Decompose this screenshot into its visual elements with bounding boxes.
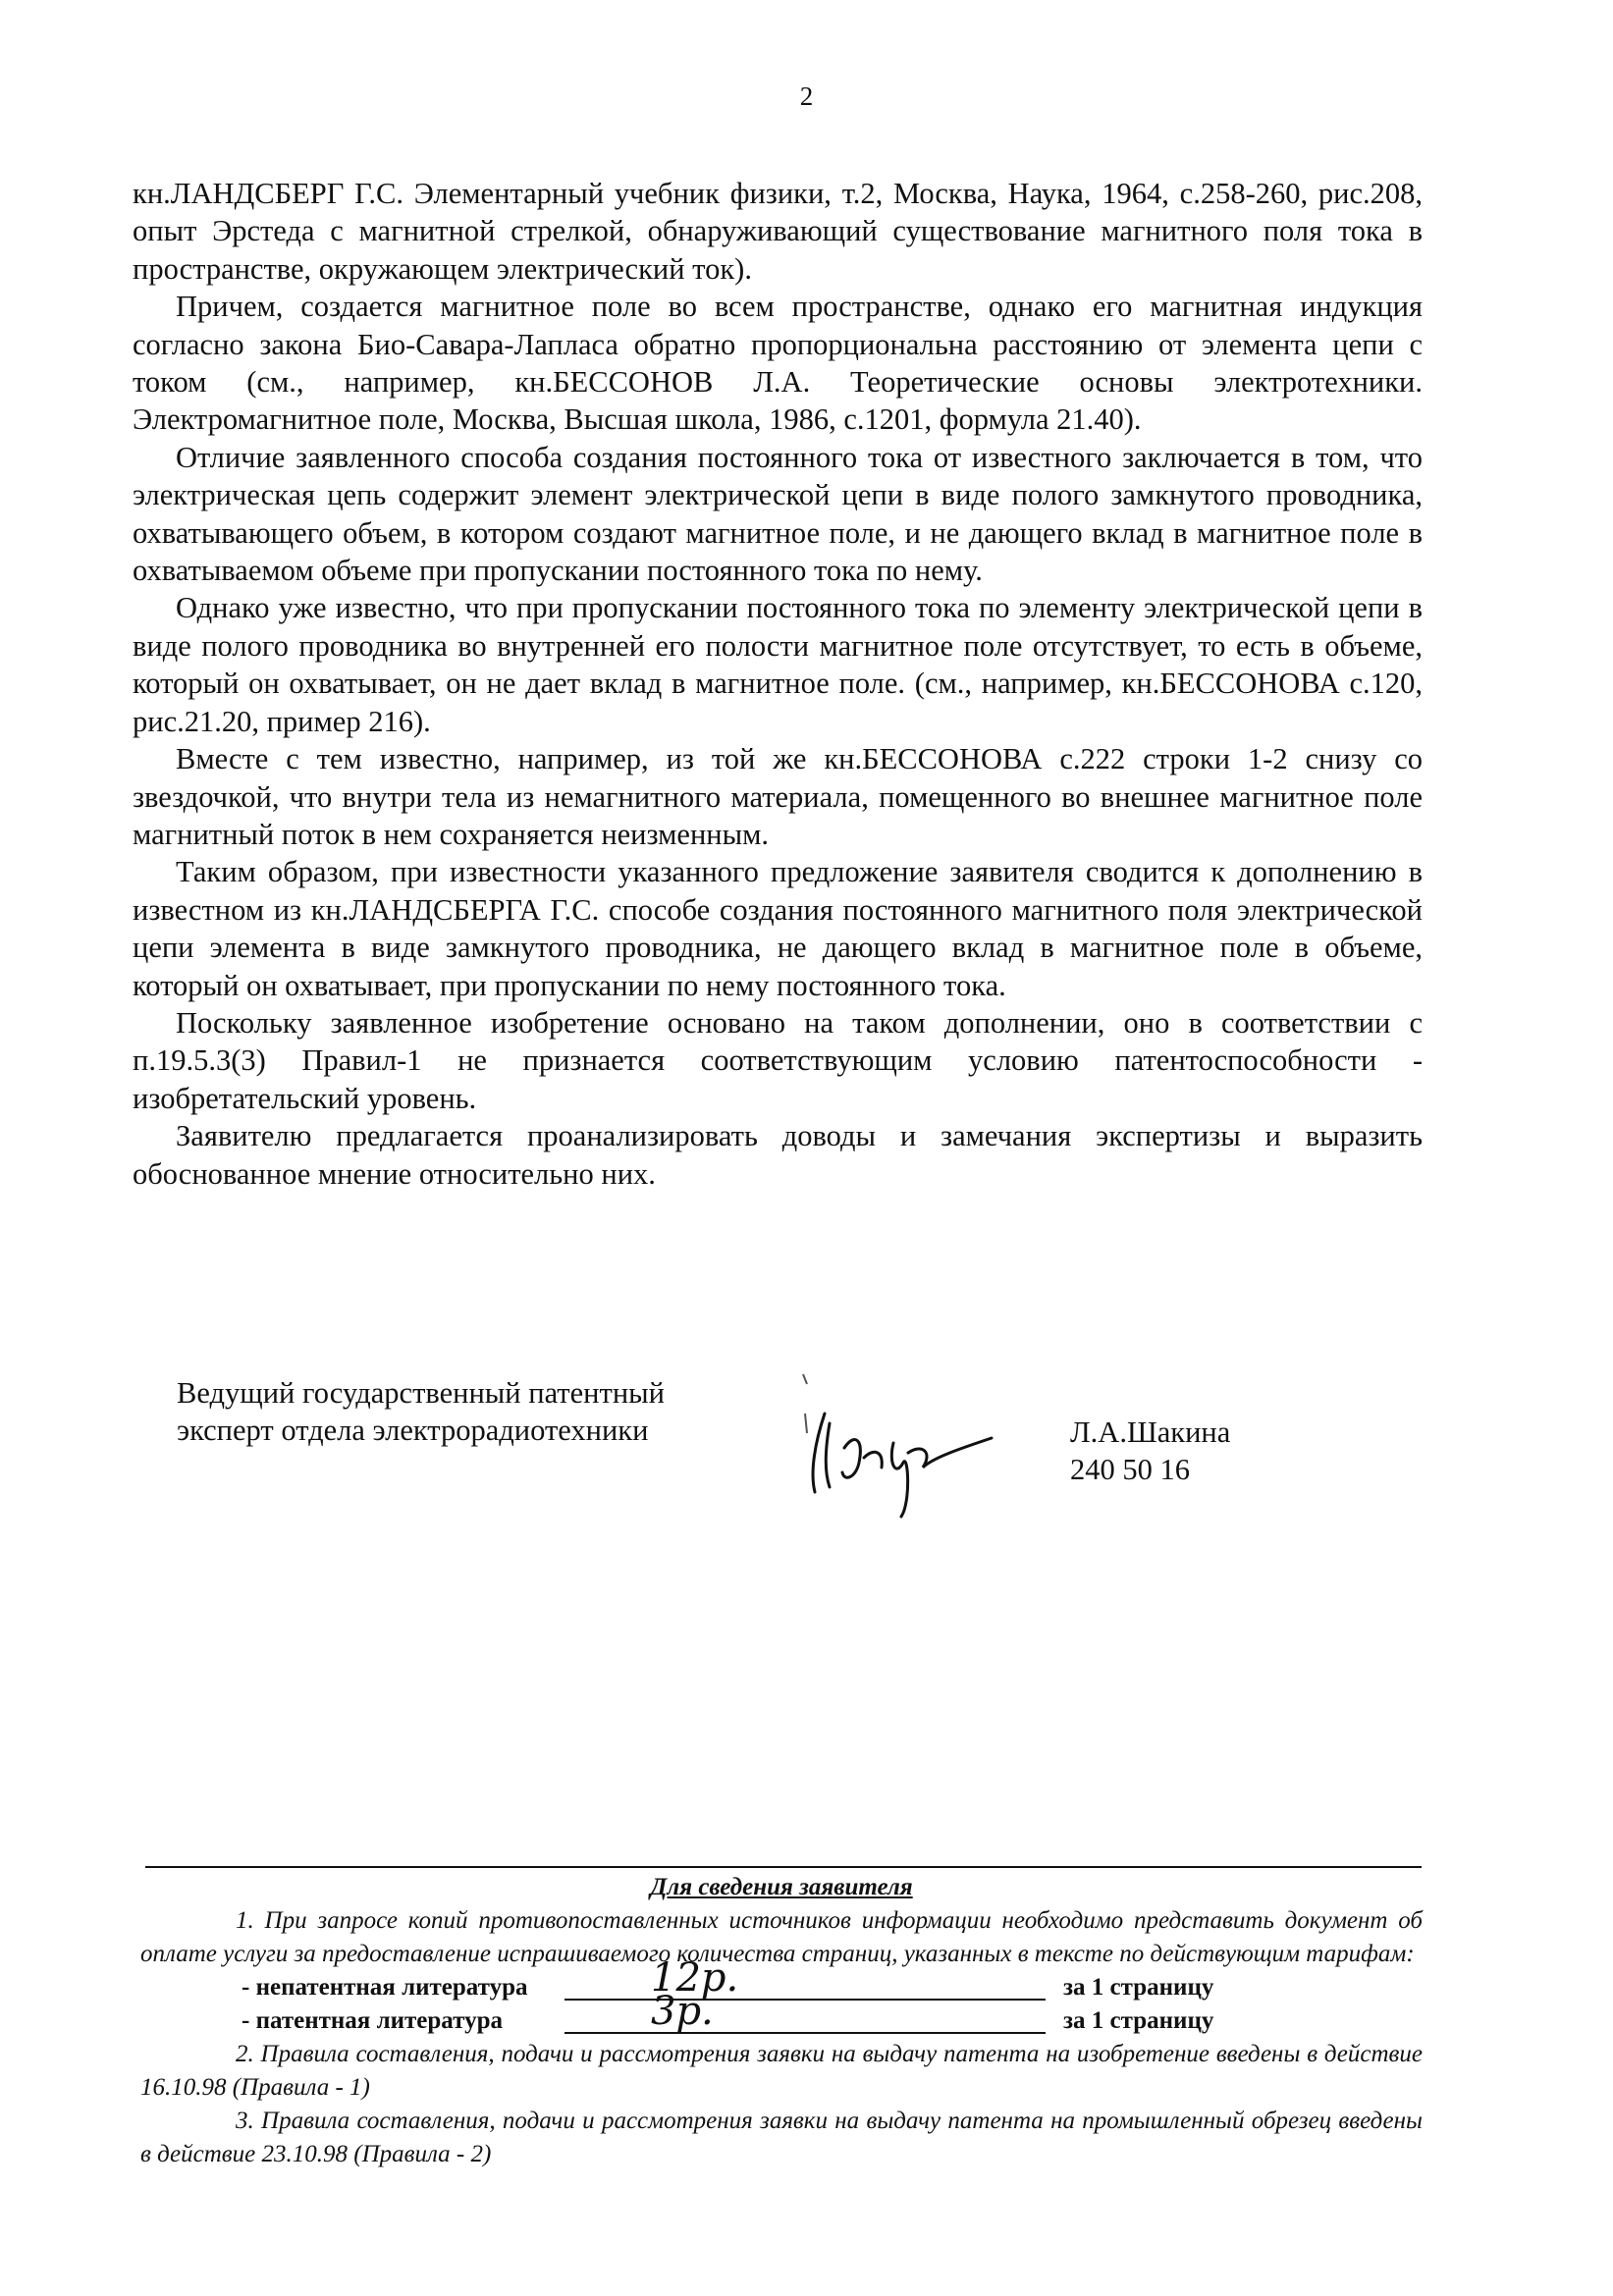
paragraph: кн.ЛАНДСБЕРГ Г.С. Элементарный учебник физики, т.2, Москва, Наука, 1964, с.258-260, рис.208, опыт Эрстеда с магнитной стрелкой, обнаруживающий существование магнитного поля тока в пространстве, окружающем электрический ток). [133, 177, 1423, 286]
position-line: Ведущий государственный патентный [177, 1376, 665, 1410]
tariff-value: 3р. [651, 1989, 714, 2034]
note-item: 1. При запросе копий противопоставленных источников информации необходимо представить документ об оплате услуги за предоставление испрашиваемого количества страниц, указанных в тексте по действующим тарифам: [140, 1907, 1423, 1967]
paragraph: Поскольку заявленное изобретение основано на таком дополнении, оно в соответствии с п.19.5.3(3) Правил-1 не признается соответствующим условию патентоспособности - изобретательский уровень. [133, 1005, 1423, 1115]
letter-body [133, 175, 1423, 1193]
tariff-unit: за 1 страницу [1063, 2007, 1214, 2034]
examiner-contact [1070, 1414, 1230, 1488]
note-item: 2. Правила составления, подачи и рассмотрения заявки на выдачу патента на изобретение введены в действие 16.10.98 (Правила - 1) [140, 2041, 1423, 2101]
fill-in-line [565, 2032, 1046, 2034]
paragraph: Вместе с тем известно, например, из той же кн.БЕССОНОВА с.222 строки 1-2 снизу со звездочкой, что внутри тела из немагнитного материала, помещенного во внешнее магнитное поле магнитный поток в нем сохраняется неизменным. [133, 742, 1423, 851]
page-number: 2 [799, 81, 814, 111]
paragraph: Причем, создается магнитное поле во всем пространстве, однако его магнитная индукция согласно закона Био-Савара-Лапласа обратно пропорциональна расстоянию от элемента цепи с током (см., например, кн.БЕССОНОВ Л.А. Теоретические основы электротехники. Электромагнитное поле, Москва, Высшая школа, 1986, с.1201, формула 21.40). [133, 290, 1423, 437]
applicant-notes [140, 1871, 1423, 2171]
handwritten-signature [785, 1355, 1011, 1522]
examiner-position [177, 1374, 665, 1449]
paragraph: Отличие заявленного способа создания постоянного тока от известного заключается в том, что электрическая цепь содержит элемент электрической цепи в виде полого замкнутого проводника, охватывающего объем, в котором создают магнитное поле, и не дающего вклад в магнитное поле в охватываемом объеме при пропускании постоянного тока по нему. [133, 440, 1423, 588]
examiner-phone: 240 50 16 [1070, 1453, 1190, 1486]
tariff-row [140, 1955, 1423, 2004]
tariff-value: 12р. [651, 1955, 739, 2001]
paragraph: Однако уже известно, что при пропускании постоянного тока по элементу электрической цепи в виде полого проводника во внутренней его полости магнитное поле отсутствует, то есть в объеме, который он охватывает, он не дает вклад в магнитное поле. (см., например, кн.БЕССОНОВА с.120, рис.21.20, пример 216). [133, 591, 1423, 738]
note-item: 3. Правила составления, подачи и рассмотрения заявки на выдачу патента на промышленный обрезец введены в действие 23.10.98 (Правила - 2) [140, 2108, 1423, 2167]
tariff-row [140, 1989, 1423, 2038]
paragraph: Таким образом, при известности указанного предложение заявителя сводится к дополнению в известном из кн.ЛАНДСБЕРГА Г.С. способе создания постоянного магнитного поля электрической цепи элемента в виде замкнутого проводника, не дающего вклад в магнитное поле в объеме, который он охватывает, при пропускании по нему постоянного тока. [133, 855, 1423, 1002]
footer-divider [145, 1866, 1422, 1868]
examiner-name: Л.А.Шакина [1070, 1415, 1231, 1449]
tariff-unit: за 1 страницу [1063, 1974, 1214, 2001]
paragraph: Заявителю предлагается проанализировать доводы и замечания экспертизы и выразить обоснованное мнение относительно них. [133, 1119, 1423, 1191]
fill-in-line [565, 1999, 1046, 2001]
position-line: эксперт отдела электрорадиотехники [177, 1414, 649, 1447]
notes-heading: Для сведения заявителя [650, 1874, 913, 1900]
tariff-label: - непатентная литература [242, 1974, 528, 2001]
tariff-label: - патентная литература [242, 2007, 503, 2034]
